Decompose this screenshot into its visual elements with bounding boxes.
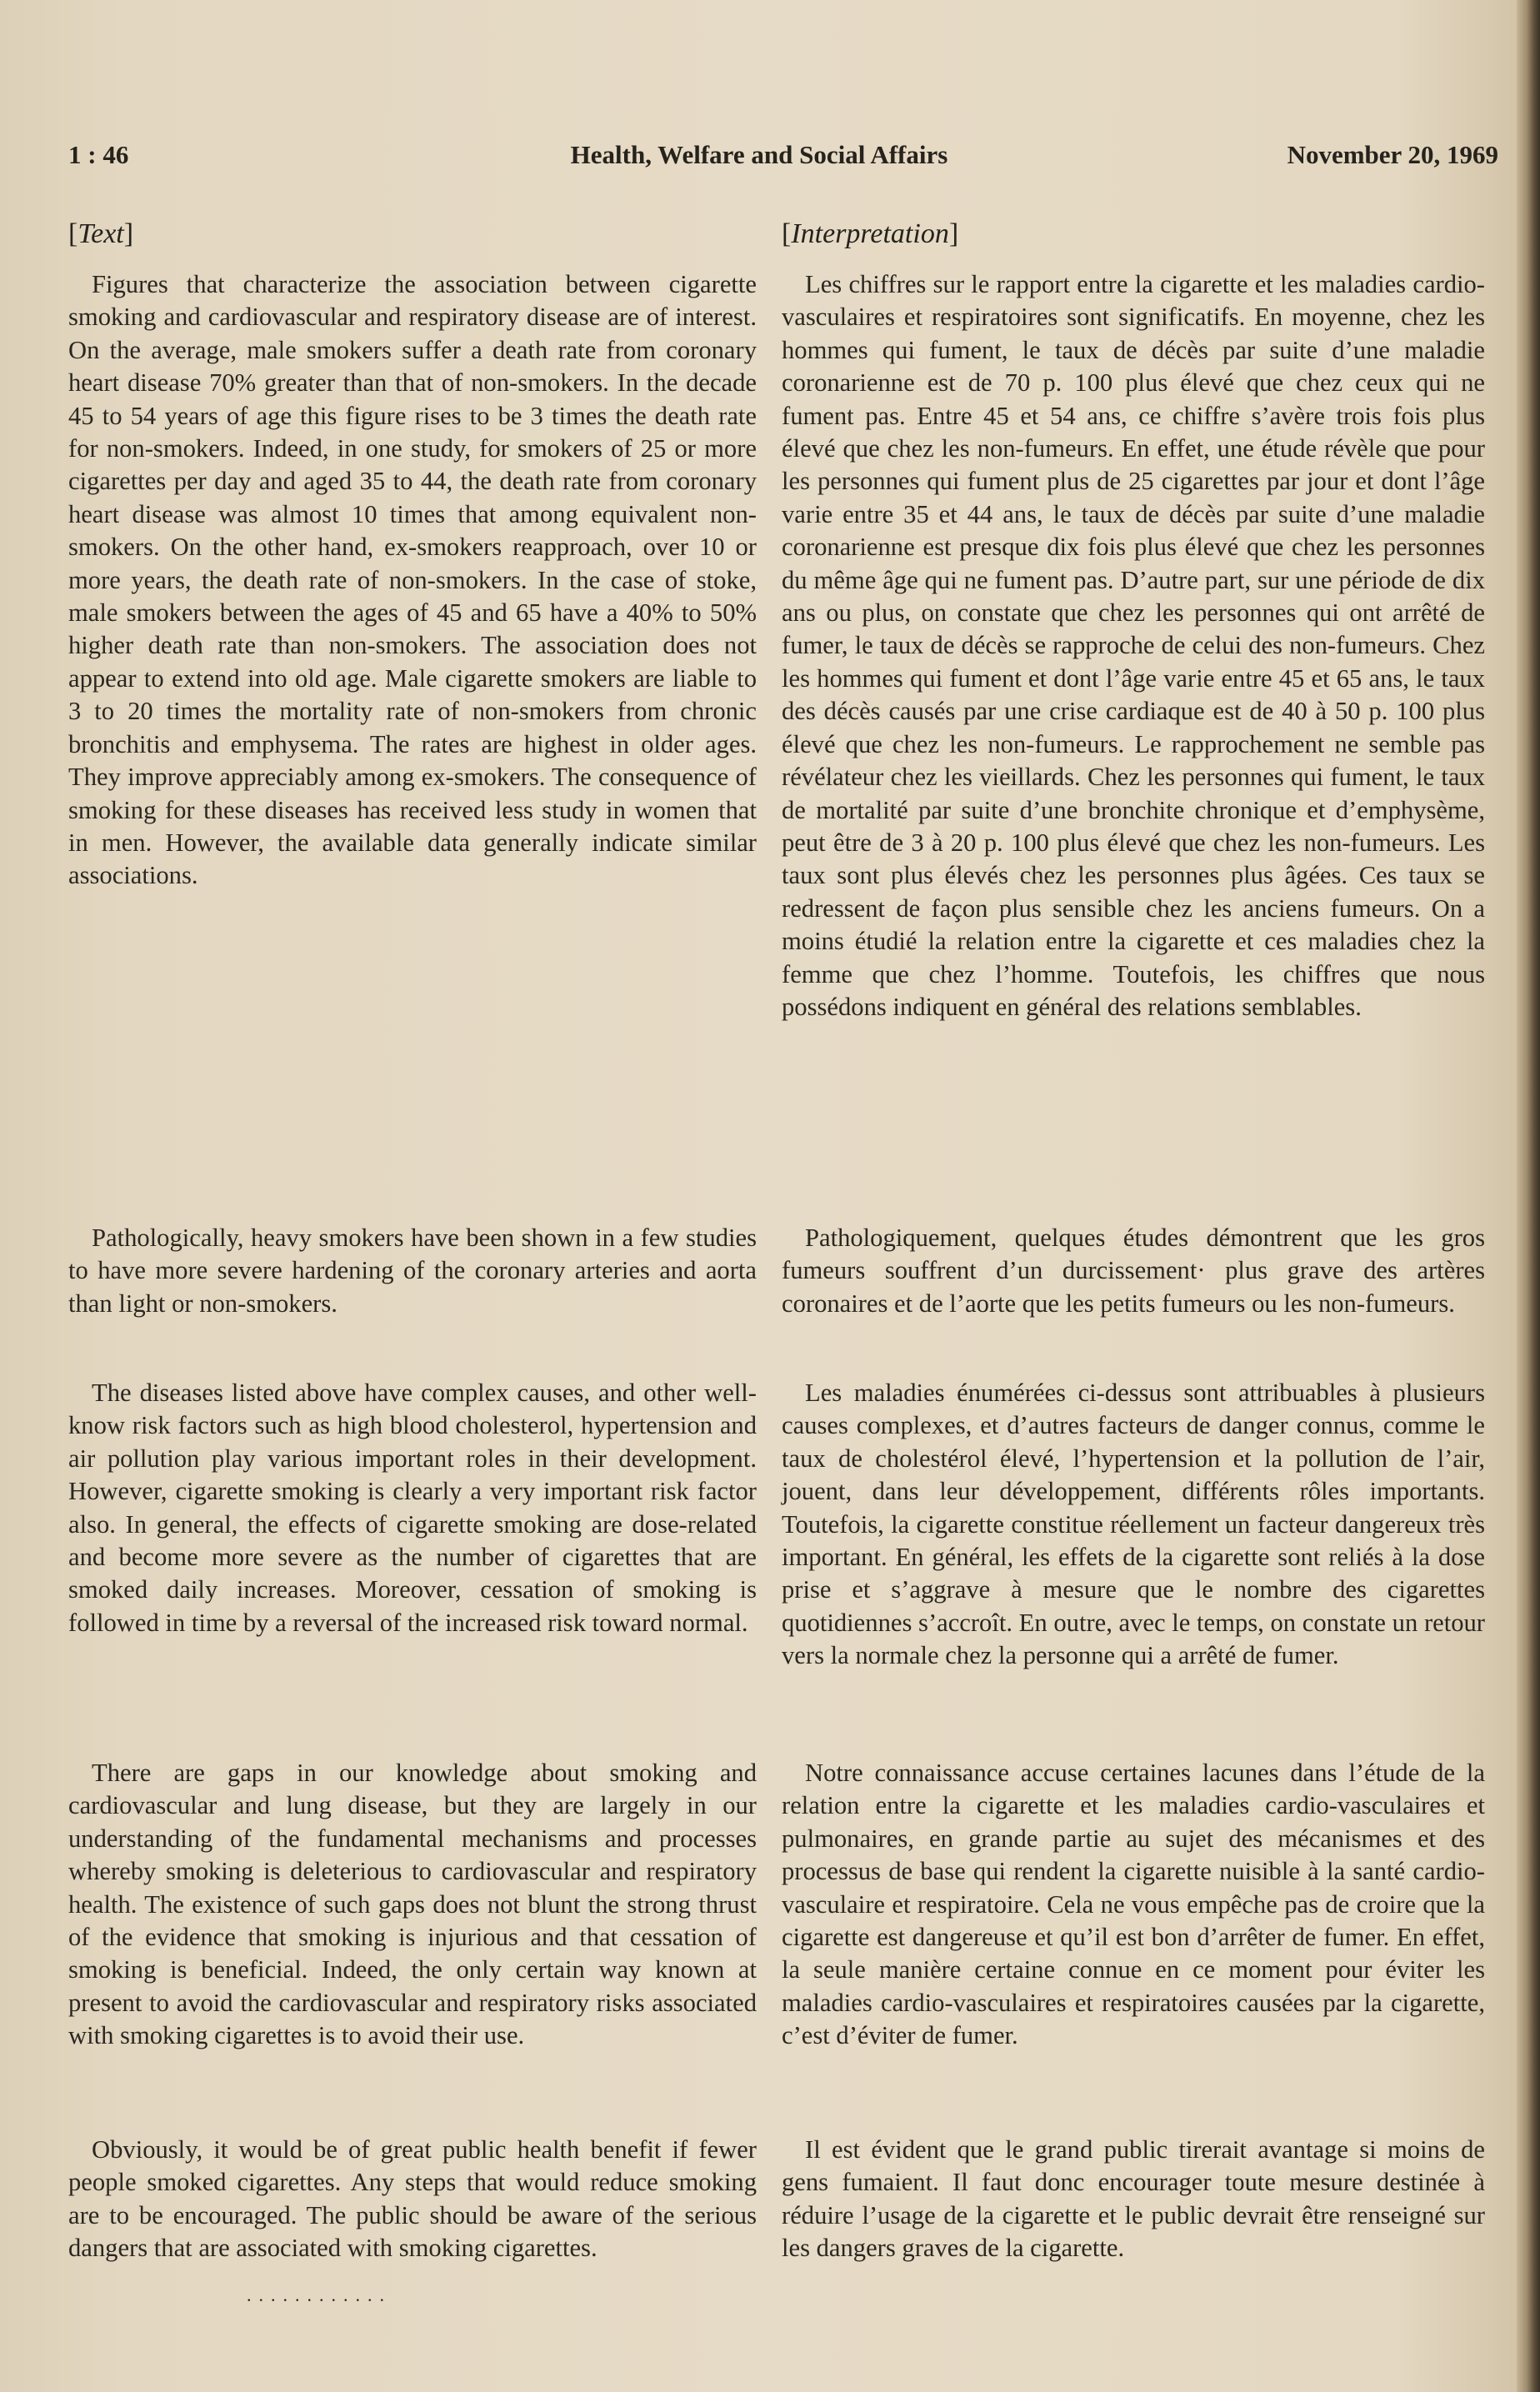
- end-of-section-dots: ............: [247, 2284, 392, 2305]
- text-column-label: [Text]: [68, 218, 134, 249]
- interpretation-paragraph-2-block: [782, 1222, 1485, 1320]
- interpretation-paragraph-4-block: [782, 1757, 1485, 2053]
- page-header: [0, 140, 1518, 182]
- text-paragraph-3-block: [68, 1377, 757, 1639]
- running-title: Health, Welfare and Social Affairs: [570, 140, 948, 169]
- interpretation-paragraph-5: Il est évident que le grand public tirerait avantage si moins de gens fumaient. Il faut donc encourager toute mesure destinée à réduire l’usage de la cigarette et le public devrait être renseigné sur les dangers graves de la cigarette.: [782, 2135, 1485, 2263]
- text-paragraph-2: Pathologically, heavy smokers have been shown in a few studies to have more severe hardening of the coronary arteries and aorta than light or non-smokers.: [68, 1224, 757, 1318]
- interpretation-paragraph-1: Les chiffres sur le rapport entre la cigarette et les maladies cardio-vasculaires et respiratoires sont significatifs. En moyenne, chez les hommes qui fument, le taux de décès par suite d’une maladie coronarienne est de 70 p. 100 plus élevé que chez ceux qui ne fument pas. Entre 45 et 54 ans, ce chiffre s’avère trois fois plus élevé que chez les non-fumeurs. En effet, une étude révèle que pour les personnes qui fument plus de 25 cigarettes par jour et dont l’âge varie entre 35 et 44 ans, le taux de décès par suite d’une maladie coronarienne est presque dix fois plus élevé que chez les personnes du même âge qui ne fument pas. D’autre part, sur une période de dix ans ou plus, on constate que chez les personnes qui ont arrêté de fumer, le taux de décès se rapproche de celui des non-fumeurs. Chez les hommes qui fument et dont l’âge varie entre 45 et 65 ans, le taux des décès causés par une crise cardiaque est de 40 à 50 p. 100 plus élevé que chez les non-fumeurs. Le rapprochement ne semble pas révélateur chez les vieillards. Chez les personnes qui fument, le taux de mortalité par suite d’une bronchite chronique et d’emphysème, peut être de 3 à 20 p. 100 plus élevé que chez les non-fumeurs. Les taux sont plus élevés chez les personnes plus âgées. Ces taux se redressent de façon plus sensible chez les anciens fumeurs. On a moins étudié la relation entre la cigarette et ces maladies chez la femme que chez l’homme. Toutefois, les chiffres que nous possédons indiquent en général des relations semblables.: [782, 270, 1485, 1021]
- page-number: 1 : 46: [68, 140, 129, 169]
- text-column: [68, 268, 757, 893]
- text-paragraph-1: Figures that characterize the association between cigarette smoking and cardiovascular and respiratory disease are of interest. On the average, male smokers suffer a death rate from coronary heart disease 70% greater than that of non-smokers. In the decade 45 to 54 years of age this figure rises to be 3 times the death rate for non-smokers. Indeed, in one study, for smokers of 25 or more cigarettes per day and aged 35 to 44, the death rate from coronary heart disease was almost 10 times that among equivalent non-smokers. On the other hand, ex-smokers reapproach, over 10 or more years, the death rate of non-smokers. In the case of stoke, male smokers between the ages of 45 and 65 have a 40% to 50% higher death rate than non-smokers. The association does not appear to extend into old age. Male cigarette smokers are liable to 3 to 20 times the mortality rate of non-smokers from chronic bronchitis and emphysema. The rates are highest in older ages. They improve appreciably among ex-smokers. The consequence of smoking for these diseases has received less study in women that in men. However, the available data generally indicate similar associations.: [68, 270, 757, 890]
- interpretation-paragraph-5-block: [782, 2134, 1485, 2265]
- header-date: November 20, 1969: [1287, 140, 1498, 169]
- text-paragraph-3: The diseases listed above have complex causes, and other well-know risk factors such as high blood cholesterol, hypertension and air pollution play various important roles in their development. However, cigarette smoking is clearly a very important risk factor also. In general, the effects of cigarette smoking are dose-related and become more severe as the number of cigarettes that are smoked daily increases. Moreover, cessation of smoking is followed in time by a reversal of the increased risk toward normal.: [68, 1379, 757, 1637]
- interpretation-label: Interpretation: [791, 218, 949, 249]
- text-paragraph-4-block: [68, 1757, 757, 2053]
- interpretation-column-label: [Interpretation]: [782, 218, 959, 249]
- interpretation-paragraph-3-block: [782, 1377, 1485, 1673]
- interpretation-paragraph-4: Notre connaissance accuse certaines lacunes dans l’étude de la relation entre la cigarette et les maladies cardio-vasculaires et pulmonaires, en grande partie au sujet des mécanismes et des processus de base qui rendent la cigarette nuisible à la santé cardio-vasculaire et respiratoire. Cela ne vous empêche pas de croire que la cigarette est dangereuse et qu’il est bon d’arrêter de fumer. En effet, la seule manière certaine connue en ce moment pour éviter les maladies cardio-vasculaires et respiratoires causées par la cigarette, c’est d’éviter de fumer.: [782, 1759, 1485, 2050]
- text-paragraph-4: There are gaps in our knowledge about smoking and cardiovascular and lung disease, but they are largely in our understanding of the fundamental mechanisms and processes whereby smoking is deleterious to cardiovascular and respiratory health. The existence of such gaps does not blunt the strong thrust of the evidence that smoking is injurious and that cessation of smoking is beneficial. Indeed, the only certain way known at present to avoid the cardiovascular and respiratory risks associated with smoking cigarettes is to avoid their use.: [68, 1759, 757, 2050]
- text-paragraph-5: Obviously, it would be of great public health benefit if fewer people smoked cigarettes. Any steps that would reduce smoking are to be encouraged. The public should be aware of the serious dangers that are associated with smoking cigarettes.: [68, 2135, 757, 2263]
- text-paragraph-5-block: [68, 2134, 757, 2265]
- text-label: Text: [78, 218, 124, 249]
- text-paragraph-2-block: [68, 1222, 757, 1320]
- interpretation-column: [782, 268, 1485, 1023]
- interpretation-paragraph-3: Les maladies énumérées ci-dessus sont attribuables à plusieurs causes complexes, et d’autres facteurs de danger connus, comme le taux de cholestérol élevé, l’hypertension et la pollution de l’air, jouent, dans leur développement, différents rôles importants. Toutefois, la cigarette constitue réellement un facteur dangereux très important. En général, les effets de la cigarette sont reliés à la dose prise et s’aggrave à mesure que le nombre des cigarettes quotidiennes s’accroît. En outre, avec le temps, on constate un retour vers la normale chez la personne qui a arrêté de fumer.: [782, 1379, 1485, 1670]
- interpretation-paragraph-2: Pathologiquement, quelques études démontrent que les gros fumeurs souffrent d’un durcissement· plus grave des artères coronaires et de l’aorte que les petits fumeurs ou les non-fumeurs.: [782, 1224, 1485, 1318]
- book-binding-edge: [1517, 0, 1540, 2392]
